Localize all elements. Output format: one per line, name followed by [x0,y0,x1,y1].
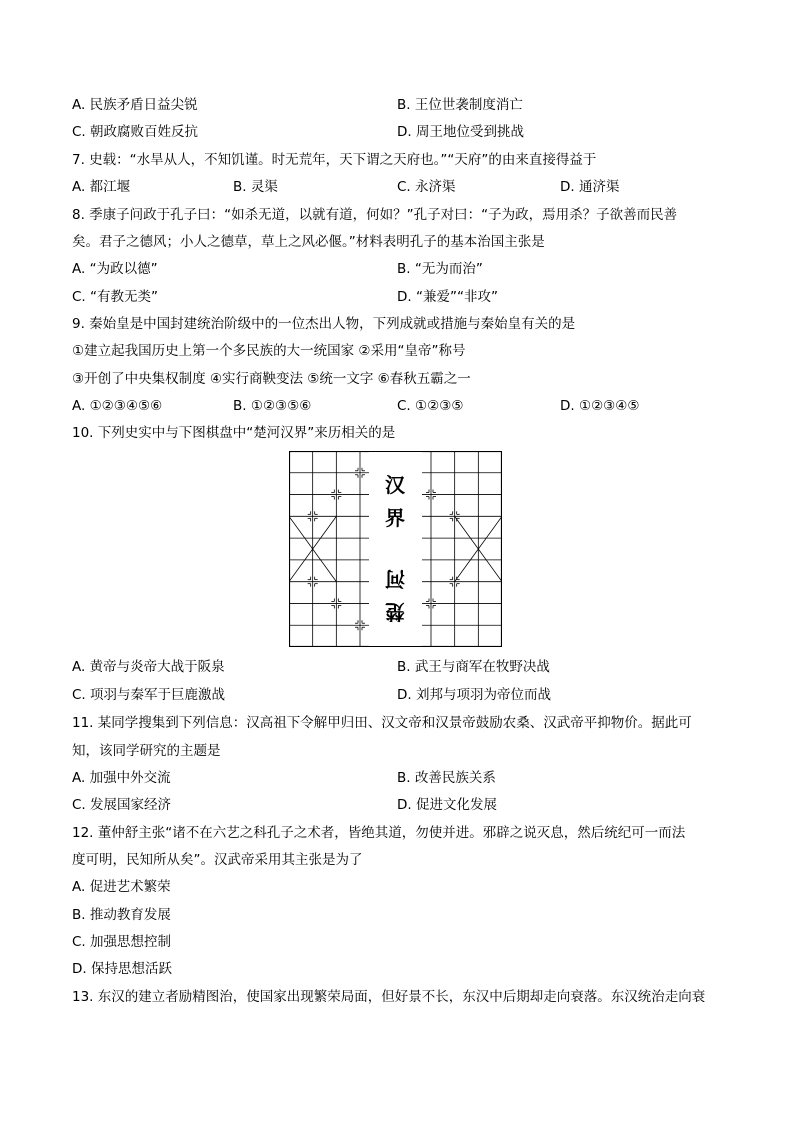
q8-option-c: C. “有教无类” [72,289,158,305]
q9-stem: 9. 秦始皇是中国封建统治阶级中的一位杰出人物，下列成就或措施与秦始皇有关的是 [72,316,576,332]
q8-option-a: A. “为政以德” [72,261,158,277]
q13-stem-line1: 13. 东汉的建立者励精图治，使国家出现繁荣局面，但好景不长，东汉中后期却走向衰落。东汉统治走向衰 [72,989,706,1005]
q9-items-line2: ③开创了中央集权制度 ④实行商鞅变法 ⑤统一文字 ⑥春秋五霸之一 [72,371,471,387]
q8-option-b: B. “无为而治” [397,261,483,277]
q10-option-c: C. 项羽与秦军于巨鹿激战 [72,687,226,703]
q6-option-d: D. 周王地位受到挑战 [397,124,524,140]
q8-stem-line1: 8. 季康子问政于孔子曰：“如杀无道，以就有道，何如？”孔子对曰：“子为政，焉用杀？子欲善而民善 [72,207,678,223]
q7-option-c: C. 永济渠 [397,179,456,195]
q9-option-d: D. ①②③④⑤ [560,398,640,414]
q11-option-c: C. 发展国家经济 [72,797,172,813]
q7-option-d: D. 通济渠 [560,179,620,195]
q7-option-a: A. 都江堰 [72,179,131,195]
q11-stem-line1: 11. 某同学搜集到下列信息：汉高祖下令解甲归田、汉文帝和汉景帝鼓励农桑、汉武帝平抑物价。据此可 [72,715,692,731]
q12-option-d: D. 保持思想活跃 [72,961,172,977]
q9-option-c: C. ①②③⑤ [397,398,464,414]
q12-stem-line2: 度可明，民知所从矣”。汉武帝采用其主张是为了 [72,852,363,868]
q11-stem-line2: 知，该同学研究的主题是 [72,743,221,759]
q7-option-b: B. 灵渠 [233,179,278,195]
xiangqi-board-illustration [289,451,502,647]
q9-option-b: B. ①②③⑤⑥ [233,398,312,414]
q6-option-c: C. 朝政腐败百姓反抗 [72,124,199,140]
q10-option-a: A. 黄帝与炎帝大战于阪泉 [72,659,225,675]
q11-option-d: D. 促进文化发展 [397,797,497,813]
q12-option-c: C. 加强思想控制 [72,934,172,950]
board-label-han-1: 汉 [385,473,405,497]
q6-option-a: A. 民族矛盾日益尖锐 [72,97,198,113]
q7-stem: 7. 史载：“水旱从人，不知饥谨。时无荒年，天下谓之天府也。”“天府”的由来直接得益于 [72,152,597,168]
q12-option-a: A. 促进艺术繁荣 [72,879,171,895]
q11-option-a: A. 加强中外交流 [72,770,171,786]
q12-option-b: B. 推动教育发展 [72,907,171,923]
q9-items-line1: ①建立起我国历史上第一个多民族的大一统国家 ②采用“皇帝”称号 [72,343,466,359]
chess-board-figure [289,451,502,647]
board-label-han-2: 界 [385,506,405,530]
q10-stem: 10. 下列史实中与下图棋盘中“楚河汉界”来历相关的是 [72,425,396,441]
q6-option-b: B. 王位世袭制度消亡 [397,97,523,113]
q10-option-b: B. 武王与商军在牧野决战 [397,659,550,675]
board-label-chu-1: 河 [385,567,405,591]
q9-option-a: A. ①②③④⑤⑥ [72,398,163,414]
q8-stem-line2: 矣。君子之德风；小人之德草，草上之风必偃。”材料表明孔子的基本治国主张是 [72,234,545,250]
q10-option-d: D. 刘邦与项羽为帝位而战 [397,687,551,703]
q12-stem-line1: 12. 董仲舒主张“诸不在六艺之科孔子之术者，皆绝其道，勿使并进。邪辟之说灭息，然后统纪可一而法 [72,825,686,841]
board-label-chu-2: 楚 [385,600,405,624]
q11-option-b: B. 改善民族关系 [397,770,496,786]
q8-option-d: D. “兼爱”“非攻” [397,289,498,305]
